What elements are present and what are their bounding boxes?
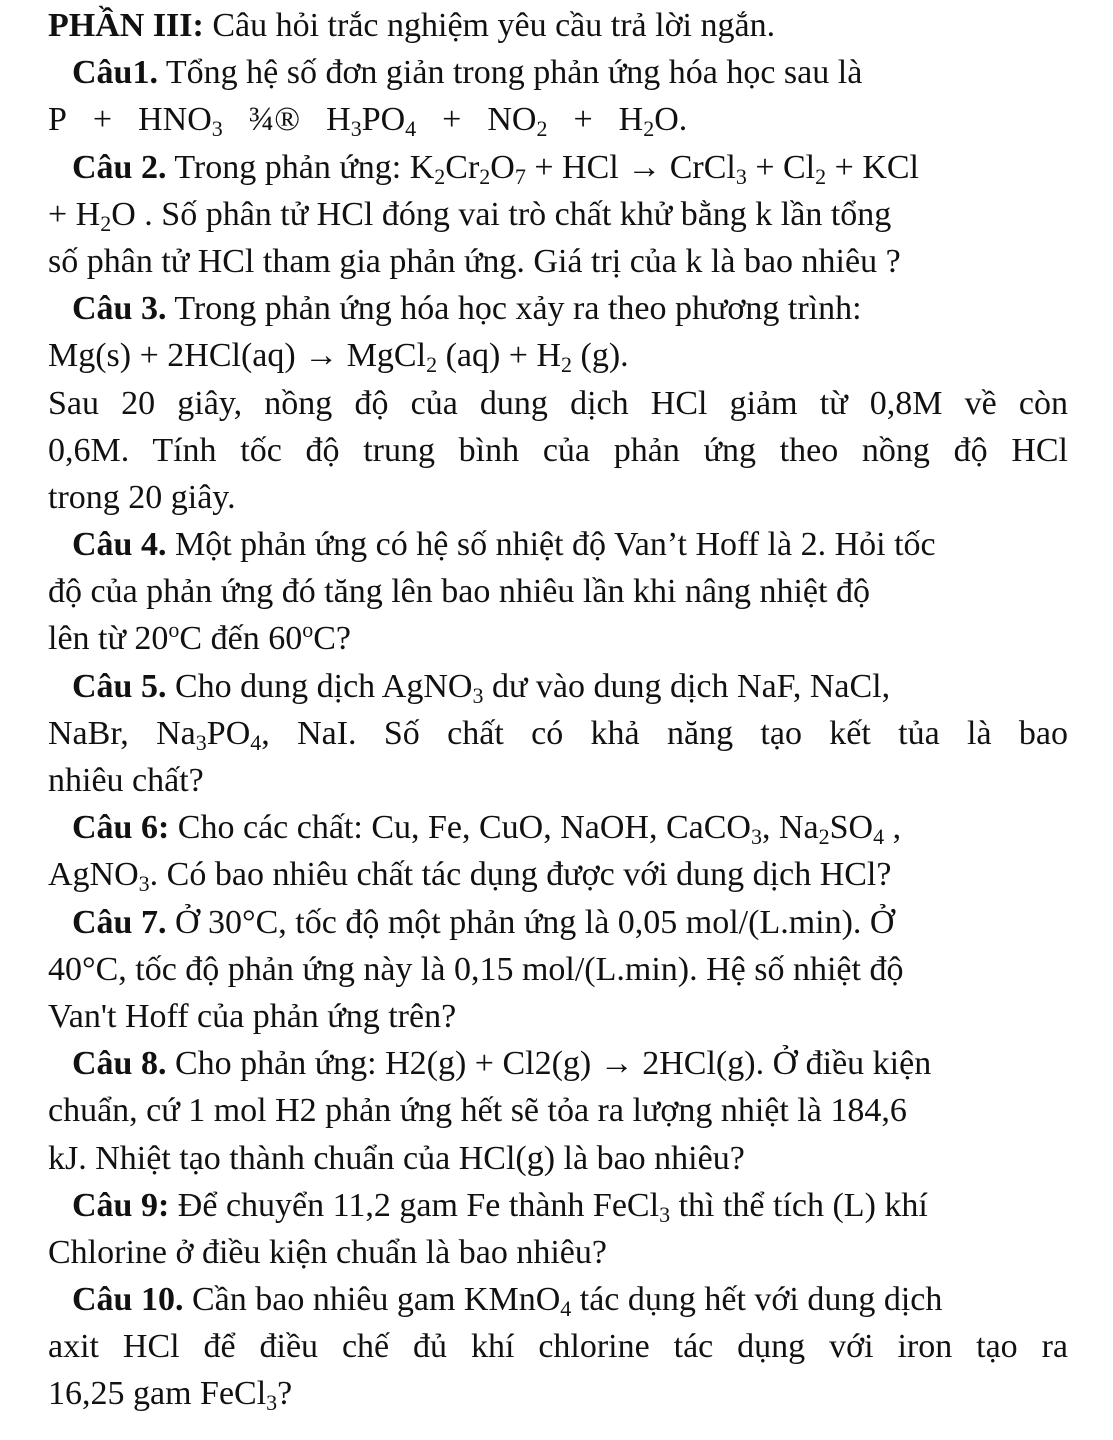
- question-4-line-2: độ của phản ứng đó tăng lên bao nhiêu lần khi nâng nhiệt độ: [48, 573, 870, 611]
- question-3-label: Câu 3.: [72, 290, 167, 328]
- worksheet-page: [48, 2, 1069, 1416]
- question-5-line-2: NaBr, $Na_3PO_4$, NaI. Số chất có khả năng tạo kết tủa là bao: [48, 714, 1069, 755]
- question-3-line-1: Câu 3. Trong phản ứng hóa học xảy ra theo phương trình:: [72, 290, 862, 328]
- question-1-line-1: Câu1. Tổng hệ số đơn giản trong phản ứng hóa học sau là: [72, 54, 863, 92]
- question-5-label: Câu 5.: [72, 667, 167, 705]
- question-3-equation: Mg(s) + 2HCl(aq) → MgCl$_2$ $(aq) + H_2$ (g).: [48, 337, 629, 378]
- question-8-line-2: chuẩn, cứ 1 mol H2 phản ứng hết sẽ tỏa ra lượng nhiệt là 184,6: [48, 1092, 907, 1130]
- question-7-line-2: 40°C, tốc độ phản ứng này là 0,15 mol/(L.min). Hệ số nhiệt độ: [48, 950, 904, 988]
- question-6-label: Câu 6:: [72, 809, 170, 847]
- question-7-label: Câu 7.: [72, 903, 167, 941]
- question-2-line-2: + $H_2O$ . Số phân tử HCl đóng vai trò chất khử bằng k lần tổng: [48, 195, 892, 236]
- question-4-label: Câu 4.: [72, 526, 167, 564]
- question-1-equation: $P + HNO_3$ ¾® $H_3PO_4 + NO_2 + H_2O$.: [48, 101, 688, 142]
- question-9-line-1: Câu 9: Để chuyển 11,2 gam Fe thành FeCl$_3$ thì thể tích (L) khí: [72, 1186, 928, 1227]
- question-1-label: Câu1.: [72, 54, 158, 92]
- question-7-line-3: Van't Hoff của phản ứng trên?: [48, 997, 457, 1035]
- reaction-arrow-symbol: ¾®: [248, 101, 301, 139]
- question-7-line-1: Câu 7. Ở 30°C, tốc độ một phản ứng là 0,05 mol/(L.min). Ở: [72, 903, 895, 941]
- question-10-line-3-cropped: 16,25 gam FeCl$_3$?: [48, 1375, 293, 1416]
- question-6-line-2: AgNO$_3$. Có bao nhiêu chất tác dụng được với dung dịch HCl?: [48, 856, 892, 897]
- question-9-label: Câu 9:: [72, 1186, 170, 1224]
- question-4-line-3: lên từ 20$^o$C đến 60$^o$C?: [48, 617, 351, 658]
- question-2-line-3: số phân tử HCl tham gia phản ứng. Giá trị của k là bao nhiêu ?: [48, 242, 901, 280]
- question-3-line-3: Sau 20 giây, nồng độ của dung dịch HCl giảm từ 0,8M về còn: [48, 384, 1068, 422]
- question-6-line-1: Câu 6: Cho các chất: Cu, Fe, CuO, NaOH, CaCO$_3$, $Na_2SO_4$ ,: [72, 809, 902, 850]
- question-3-line-4: 0,6M. Tính tốc độ trung bình của phản ứng theo nồng độ HCl: [48, 431, 1068, 469]
- question-9-line-2: Chlorine ở điều kiện chuẩn là bao nhiêu?: [48, 1233, 607, 1271]
- question-10-line-1: Câu 10. Cần bao nhiêu gam KMnO$_4$ tác dụng hết với dung dịch: [72, 1281, 943, 1322]
- question-8-label: Câu 8.: [72, 1045, 167, 1083]
- part-heading-title: PHẦN III:: [48, 7, 204, 44]
- question-8-line-1: Câu 8. Cho phản ứng: H2(g) + Cl2(g) → 2HCl(g). Ở điều kiện: [72, 1045, 932, 1083]
- question-5-line-3: nhiêu chất?: [48, 762, 204, 799]
- question-10-label: Câu 10.: [72, 1281, 184, 1319]
- question-2-line-1: Câu 2. Trong phản ứng: $K_2Cr_2O_7$ + HCl → CrCl$_3$ + $Cl_2$ + KCl: [72, 148, 919, 189]
- question-5-line-1: Câu 5. Cho dung dịch AgNO$_3$ dư vào dung dịch NaF, NaCl,: [72, 667, 891, 708]
- part-heading-subtitle: Câu hỏi trắc nghiệm yêu cầu trả lời ngắn.: [203, 7, 776, 44]
- part-heading: [48, 2, 1068, 49]
- question-10-line-2: axit HCl để điều chế đủ khí chlorine tác dụng với iron tạo ra: [48, 1328, 1068, 1366]
- question-2-label: Câu 2.: [72, 148, 167, 186]
- question-8-line-3: kJ. Nhiệt tạo thành chuẩn của HCl(g) là bao nhiêu?: [48, 1139, 745, 1177]
- question-3-line-5: trong 20 giây.: [48, 478, 236, 516]
- question-4-line-1: Câu 4. Một phản ứng có hệ số nhiệt độ Van’t Hoff là 2. Hỏi tốc: [72, 526, 936, 564]
